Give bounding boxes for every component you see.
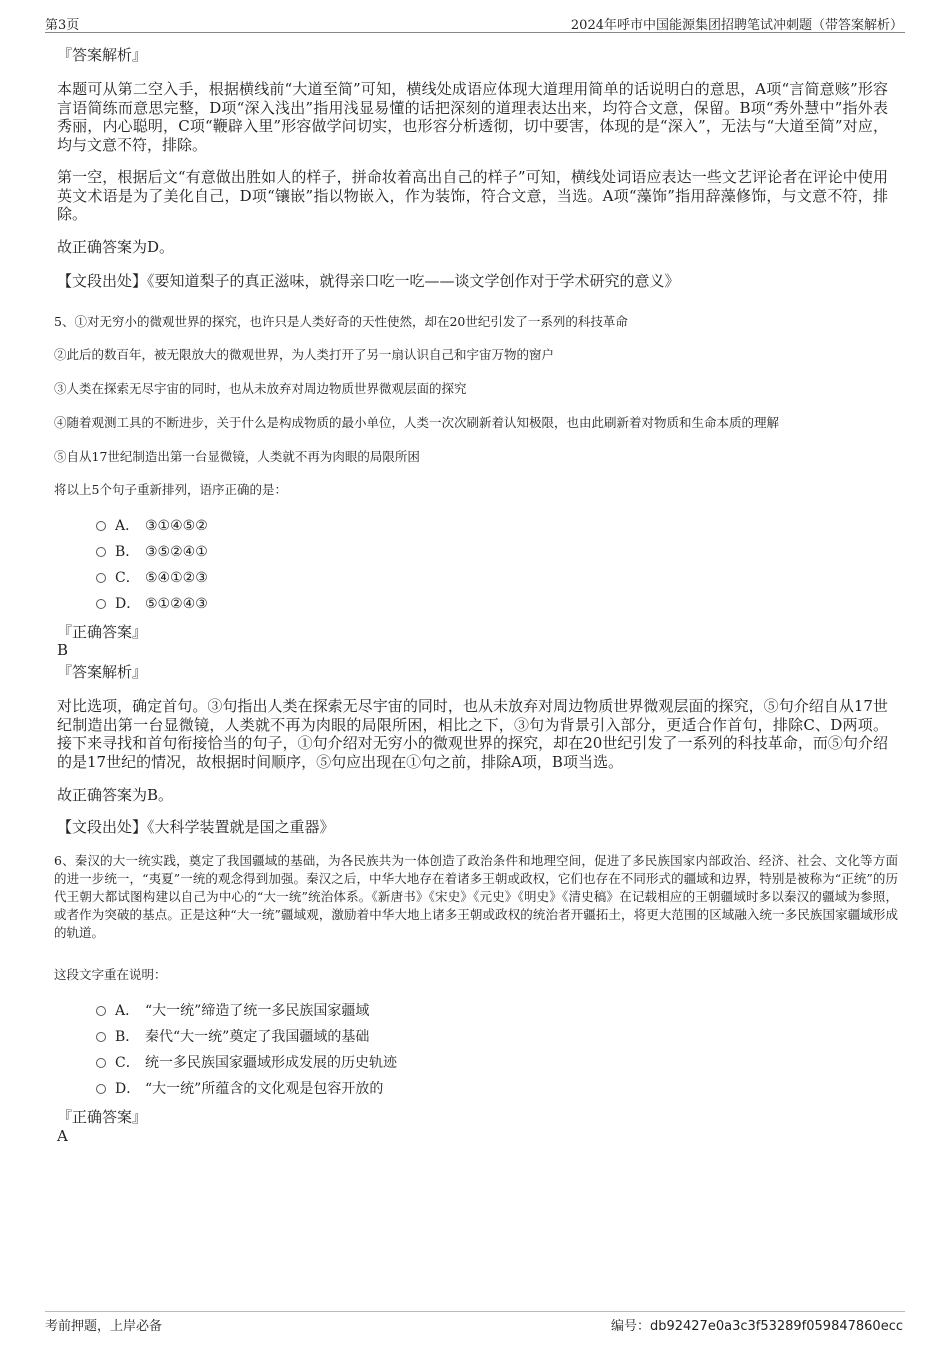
radio-button[interactable] (96, 1006, 106, 1016)
footer-note: 考前押题，上岸必备 (45, 1319, 163, 1334)
q5-source: 【文段出处】《大科学装置就是国之重器》 (57, 818, 335, 836)
q5-sentence-2: ②此后的数百年，被无限放大的微观世界，为人类打开了另一扇认识自己和宇宙万物的窗户 (54, 347, 555, 362)
q6-prompt: 这段文字重在说明： (54, 967, 167, 982)
q5-sentence-1: 5、①对无穷小的微观世界的探究，也许只是人类好奇的天性使然，却在20世纪引发了一系列的科技革命 (54, 314, 628, 329)
q5-conclusion: 故正确答案为B。 (57, 786, 174, 804)
q5-analysis: 对比选项，确定首句。③句指出人类在探索无尽宇宙的同时，也从未放弃对周边物质世界微观层面的探究，⑤句介绍自从17世纪制造出第一台显微镜，人类就不再为肉眼的局限所困，相比之下，③句为背景引入部分，更适合作首句，排除C、D两项。接下来寻找和首句衔接恰当的句子，①句介绍对无穷小的微观世界的探究，却在20世纪引发了一系列的科技革命，而⑤句介绍的是17世纪的情况，故根据时间顺序，⑤句应出现在①句之前，排除A项，B项当选。 (57, 697, 888, 771)
q4-conclusion: 故正确答案为D。 (57, 238, 175, 256)
radio-button[interactable] (96, 521, 106, 531)
q5-option-b[interactable]: B． ③⑤②④① (96, 543, 208, 561)
q5-analysis-label: 『答案解析』 (57, 663, 148, 681)
radio-button[interactable] (96, 599, 106, 609)
q6-option-d[interactable]: D． “大一统”所蕴含的文化观是包容开放的 (96, 1080, 383, 1098)
page-number: 第3页 (45, 18, 80, 33)
q5-prompt: 将以上5个句子重新排列，语序正确的是： (54, 482, 287, 497)
q5-option-c[interactable]: C． ⑤④①②③ (96, 569, 208, 587)
radio-button[interactable] (96, 573, 106, 583)
q4-source: 【文段出处】《要知道梨子的真正滋味，就得亲口吃一吃——谈文学创作对于学术研究的意义》 (57, 272, 680, 290)
radio-button[interactable] (96, 1058, 106, 1068)
q6-option-b[interactable]: B． 秦代“大一统”奠定了我国疆域的基础 (96, 1028, 369, 1046)
radio-button[interactable] (96, 1032, 106, 1042)
q5-answer-label: 『正确答案』 (57, 623, 148, 641)
radio-button[interactable] (96, 1084, 106, 1094)
q5-sentence-3: ③人类在探索无尽宇宙的同时，也从未放弃对周边物质世界微观层面的探究 (54, 381, 467, 396)
q6-option-a[interactable]: A． “大一统”缔造了统一多民族国家疆域 (96, 1002, 369, 1020)
document-code: 编号：db92427e0a3c3f53289f059847860ecc (610, 1319, 903, 1334)
q5-sentence-4: ④随着观测工具的不断进步，关于什么是构成物质的最小单位，人类一次次刷新着认知极限，也由此刷新着对物质和生命本质的理解 (54, 415, 780, 430)
page-header (45, 14, 905, 33)
q5-sentence-5: ⑤自从17世纪制造出第一台显微镜，人类就不再为肉眼的局限所困 (54, 449, 420, 464)
q5-answer: B (57, 641, 69, 659)
q4-analysis-label: 『答案解析』 (57, 46, 148, 64)
document-title: 2024年呼市中国能源集团招聘笔试冲刺题（带答案解析） (570, 18, 903, 33)
page-footer (45, 1311, 905, 1334)
q6-answer-label: 『正确答案』 (57, 1108, 148, 1126)
q6-passage: 6、秦汉的大一统实践，奠定了我国疆域的基础，为各民族共为一体创造了政治条件和地理空间，促进了多民族国家内部政治、经济、社会、文化等方面的进一步统一，“夷夏”一统的观念得到加强。秦汉之后，中华大地存在着诸多王朝或政权，它们也存在不同形式的疆域和边界，特别是被称为“正统”的历代王朝大都试图构建以自己为中心的“大一统”统治体系。《新唐书》《宋史》《元史》《明史》《清史稿》在记载相应的王朝疆域时多以秦汉的疆域为参照，或者作为突破的基点。正是这种“大一统”疆域观，激励着中华大地上诸多王朝或政权的统治者开疆拓土，将更大范围的区域融入统一多民族国家疆域形成的轨道。 (54, 853, 898, 940)
q4-analysis-paragraph-1: 本题可从第二空入手，根据横线前“大道至简”可知，横线处成语应体现大道理用简单的话说明白的意思，A项“言简意赅”形容言语简练而意思完整，D项“深入浅出”指用浅显易懂的话把深刻的道理表达出来，均符合文意，保留。B项“秀外慧中”指外表秀丽，内心聪明，C项“鞭辟入里”形容做学问切实，也形容分析透彻，切中要害，体现的是“深入”，无法与“大道至简”对应，均与文意不符，排除。 (57, 80, 888, 154)
q5-option-d[interactable]: D． ⑤①②④③ (96, 595, 208, 613)
q5-option-a[interactable]: A． ③①④⑤② (96, 517, 208, 535)
q4-analysis-paragraph-2: 第一空，根据后文“有意做出胜如人的样子，拼命妆着高出自己的样子”可知，横线处词语应表达一些文艺评论者在评论中使用英文术语是为了美化自己，D项“镶嵌”指以物嵌入，作为装饰，符合文意，当选。A项“藻饰”指用辞藻修饰，与文意不符，排除。 (57, 168, 888, 223)
q6-answer: A (57, 1127, 68, 1145)
radio-button[interactable] (96, 547, 106, 557)
q6-option-c[interactable]: C． 统一多民族国家疆域形成发展的历史轨迹 (96, 1054, 397, 1072)
